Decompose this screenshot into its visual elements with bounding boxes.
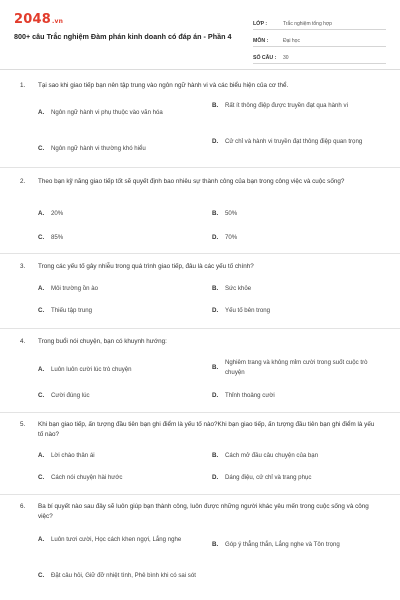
option-letter: D. — [212, 307, 219, 315]
option-d[interactable] — [212, 233, 382, 243]
option-letter: A. — [38, 536, 45, 544]
option-text: 70% — [225, 234, 238, 241]
question-divider — [0, 328, 400, 329]
option-letter: B. — [212, 452, 219, 460]
option-text: Nghiêm trang và không mỉm cười trong suốt cuộc trò chuyện — [225, 359, 368, 376]
meta-label: MÔN : — [253, 38, 269, 44]
question-number: 3. — [20, 263, 26, 270]
question-number: 1. — [20, 82, 26, 89]
option-c[interactable] — [38, 144, 213, 154]
question-number: 4. — [20, 338, 26, 345]
option-letter: B. — [212, 210, 219, 218]
meta-row-subject — [253, 33, 386, 47]
option-text: 50% — [225, 210, 238, 217]
question-number: 5. — [20, 421, 26, 428]
document-header — [0, 0, 400, 70]
option-letter: A. — [38, 366, 45, 374]
option-text: Rất ít thông điệp được truyền đạt qua hành vi — [225, 102, 348, 109]
meta-label: LỚP : — [253, 21, 268, 27]
meta-value: 30 — [283, 55, 289, 61]
option-text: Ngôn ngữ hành vi phụ thuộc vào văn hóa — [51, 109, 163, 116]
option-letter: B. — [212, 364, 219, 371]
question-text: Trong buổi nói chuyện, bạn có khuynh hướng: — [38, 338, 167, 345]
option-b[interactable] — [212, 540, 382, 550]
option-text: Luôn luôn cười lúc trò chuyện — [51, 366, 132, 373]
question-divider — [0, 494, 400, 495]
option-letter: C. — [38, 145, 45, 153]
option-letter: D. — [212, 474, 219, 482]
option-d[interactable] — [212, 137, 382, 147]
question-text: Trong các yếu tố gây nhiễu trong quá trình giao tiếp, đâu là các yếu tố chính? — [38, 263, 254, 270]
option-c[interactable] — [38, 233, 213, 243]
meta-value: Trắc nghiệm tổng hợp — [283, 21, 332, 27]
option-letter: A. — [38, 210, 45, 218]
option-b[interactable] — [212, 284, 382, 294]
question-divider — [0, 167, 400, 168]
option-letter: C. — [38, 307, 45, 315]
question-text: Ba bí quyết nào sau đây sẽ luôn giúp bạn thành công, luôn được những người khác yêu mến trong cuộc sống và công việc? — [38, 503, 369, 520]
option-a[interactable] — [38, 108, 213, 118]
question-text: Theo bạn kỹ năng giao tiếp tốt sẽ quyết định bao nhiêu sự thành công của bạn trong công việc và cuộc sống? — [38, 178, 345, 185]
option-text: Cách mở đầu câu chuyện của bạn — [225, 452, 319, 459]
option-c[interactable] — [38, 571, 213, 581]
option-text: Môi trường ồn ào — [51, 285, 99, 292]
option-letter: A. — [38, 109, 45, 117]
site-logo[interactable] — [14, 12, 63, 27]
option-a[interactable] — [38, 209, 213, 219]
option-text: Cười đúng lúc — [51, 392, 90, 399]
option-letter: B. — [212, 285, 219, 293]
option-text: Sức khỏe — [225, 285, 252, 292]
option-letter: B. — [212, 102, 219, 110]
option-letter: C. — [38, 572, 45, 580]
option-c[interactable] — [38, 473, 213, 483]
meta-value: Đại học — [283, 38, 300, 44]
option-text: Yếu tố bên trong — [225, 307, 271, 314]
option-b[interactable] — [212, 451, 382, 461]
option-d[interactable] — [212, 391, 382, 401]
option-a[interactable] — [38, 451, 213, 461]
option-letter: D. — [212, 392, 219, 400]
question-divider — [0, 412, 400, 413]
meta-row-class — [253, 16, 386, 30]
option-text: Dáng điệu, cử chỉ và trang phục — [225, 474, 312, 481]
option-d[interactable] — [212, 473, 382, 483]
option-text: Lời chào thân ái — [51, 452, 95, 459]
option-letter: D. — [212, 138, 219, 146]
meta-label: SỐ CÂU : — [253, 55, 277, 61]
question-text: Tại sao khi giao tiếp bạn nên tập trung vào ngôn ngữ hành vi và các biểu hiện của cơ thể. — [38, 82, 289, 89]
header-divider — [0, 69, 400, 70]
option-text: Đặt câu hỏi, Giữ đỡ nhiệt tình, Phê bình khi có sai sót — [51, 572, 196, 579]
option-letter: D. — [212, 234, 219, 242]
question-number: 6. — [20, 503, 26, 510]
meta-row-count — [253, 50, 386, 64]
option-letter: A. — [38, 452, 45, 460]
option-text: Thỉnh thoảng cười — [225, 392, 275, 399]
meta-info — [253, 16, 386, 67]
option-d[interactable] — [212, 306, 382, 316]
option-a[interactable] — [38, 284, 213, 294]
option-text: Cử chỉ và hành vi truyền đạt thông điệp quan trọng — [225, 138, 363, 145]
option-letter: B. — [212, 541, 219, 549]
option-a[interactable] — [38, 535, 213, 545]
option-text: Thiếu tập trung — [51, 307, 92, 314]
option-text: 85% — [51, 234, 64, 241]
question-number: 2. — [20, 178, 26, 185]
option-text: Ngôn ngữ hành vi thường khó hiểu — [51, 145, 146, 152]
option-letter: C. — [38, 392, 45, 400]
option-text: Góp ý thẳng thắn, Lắng nghe và Tôn trọng — [225, 541, 340, 548]
question-divider — [0, 253, 400, 254]
document-title: 800+ câu Trắc nghiệm Đàm phán kinh doanh có đáp án - Phần 4 — [14, 32, 232, 41]
option-letter: C. — [38, 234, 45, 242]
option-a[interactable] — [38, 365, 213, 375]
option-c[interactable] — [38, 391, 213, 401]
option-b[interactable] — [212, 358, 382, 377]
option-text: Cách nói chuyện hài hước — [51, 474, 123, 481]
option-letter: A. — [38, 285, 45, 293]
logo-main: 2048 — [14, 12, 51, 27]
option-text: Luôn tươi cười, Học cách khen ngợi, Lắng nghe — [51, 536, 182, 543]
option-b[interactable] — [212, 101, 382, 111]
option-b[interactable] — [212, 209, 382, 219]
logo-sub: .vn — [51, 18, 64, 25]
option-text: 20% — [51, 210, 64, 217]
question-text: Khi bạn giao tiếp, ấn tượng đầu tiên bạn ghi điểm là yếu tố nào?Khi bạn giao tiếp, ấn tượng đầu tiên bạn ghi điểm là yếu tố nào? — [38, 421, 375, 438]
option-letter: C. — [38, 474, 45, 482]
option-c[interactable] — [38, 306, 213, 316]
